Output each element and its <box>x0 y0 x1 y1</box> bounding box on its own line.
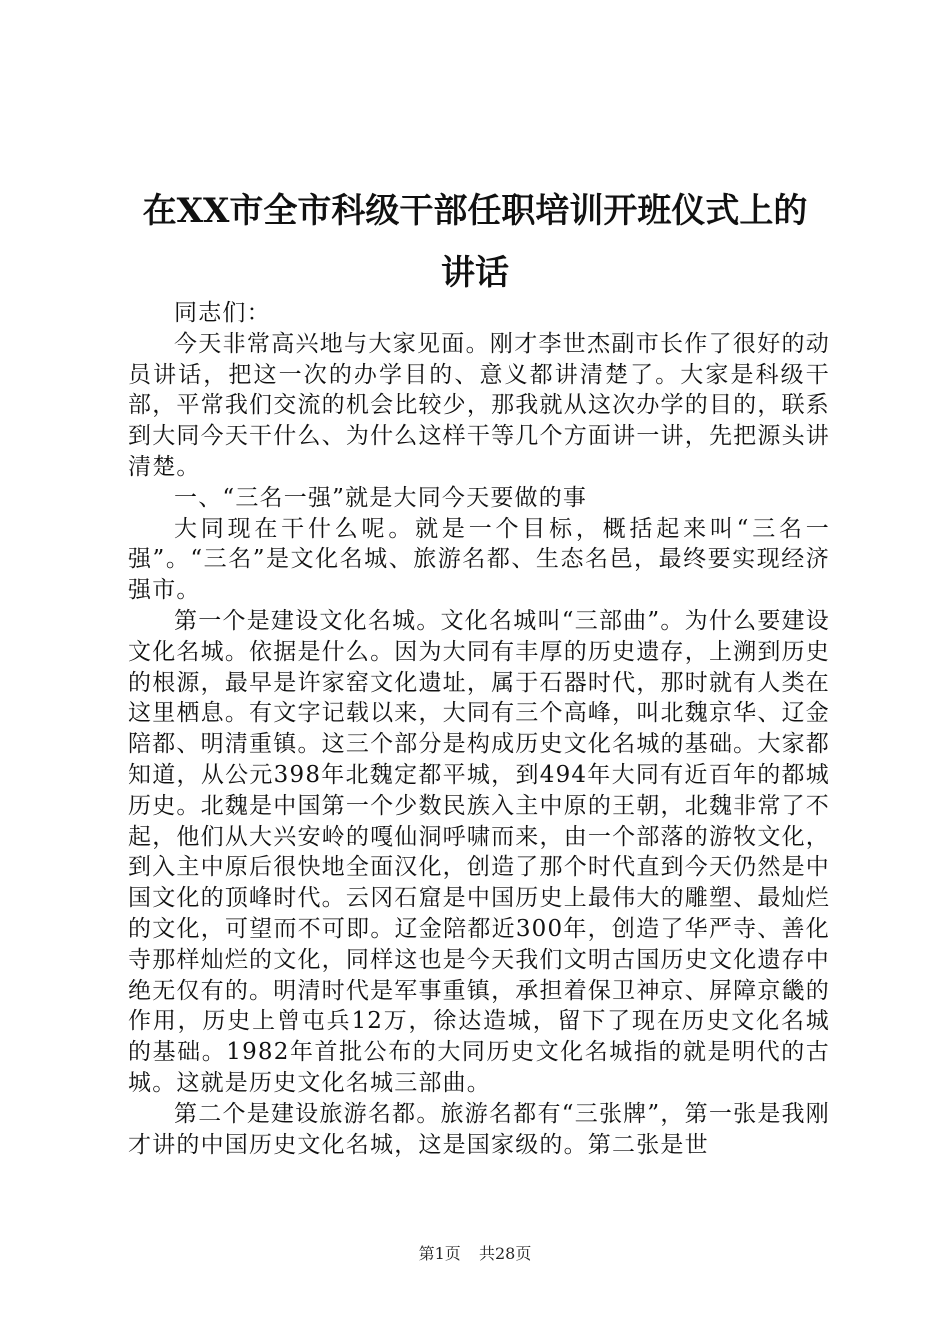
page-title <box>120 180 830 304</box>
title-line-1: 在XX市全市科级干部任职培训开班仪式上的 <box>142 191 808 231</box>
paragraph: 今天非常高兴地与大家见面。刚才李世杰副市长作了很好的动员讲话，把这一次的办学目的、意义都讲清楚了。大家是科级干部，平常我们交流的机会比较少，那我就从这次办学的目的，联系到大同今天干什么、为什么这样干等几个方面讲一讲，先把源头讲清楚。 <box>128 330 830 480</box>
page-total: 共28页 <box>479 1244 532 1263</box>
page-number: 第1页 <box>418 1244 461 1263</box>
document-body <box>128 298 830 1160</box>
paragraph: 第二个是建设旅游名都。旅游名都有“三张牌”，第一张是我刚才讲的中国历史文化名城，这是国家级的。第二张是世 <box>128 1100 830 1158</box>
paragraph: 第一个是建设文化名城。文化名城叫“三部曲”。为什么要建设文化名城。依据是什么。因为大同有丰厚的历史遗存，上溯到历史的根源，最早是许家窑文化遗址，属于石器时代，那时就有人类在这里栖息。有文字记载以来，大同有三个高峰，叫北魏京华、辽金陪都、明清重镇。这三个部分是构成历史文化名城的基础。大家都知道，从公元398年北魏定都平城，到494年大同有近百年的都城历史。北魏是中国第一个少数民族入主中原的王朝，北魏非常了不起，他们从大兴安岭的嘎仙洞呼啸而来，由一个部落的游牧文化，到入主中原后很快地全面汉化，创造了那个时代直到今天仍然是中国文化的顶峰时代。云冈石窟是中国历史上最伟大的雕塑、最灿烂的文化，可望而不可即。辽金陪都近300年，创造了华严寺、善化寺那样灿烂的文化，同样这也是今天我们文明古国历史文化遗存中绝无仅有的。明清时代是军事重镇，承担着保卫神京、屏障京畿的作用，历史上曾屯兵12万，徐达造城，留下了现在历史文化名城的基础。1982年首批公布的大同历史文化名城指的就是明代的古城。这就是历史文化名城三部曲。 <box>128 607 830 1096</box>
section-heading: 一、“三名一强”就是大同今天要做的事 <box>174 484 588 511</box>
salutation: 同志们： <box>174 300 271 326</box>
paragraph: 大同现在干什么呢。就是一个目标，概括起来叫“三名一强”。“三名”是文化名城、旅游名都、生态名邑，最终要实现经济强市。 <box>128 515 830 604</box>
page-footer <box>0 1244 950 1264</box>
title-line-2: 讲话 <box>441 253 509 293</box>
